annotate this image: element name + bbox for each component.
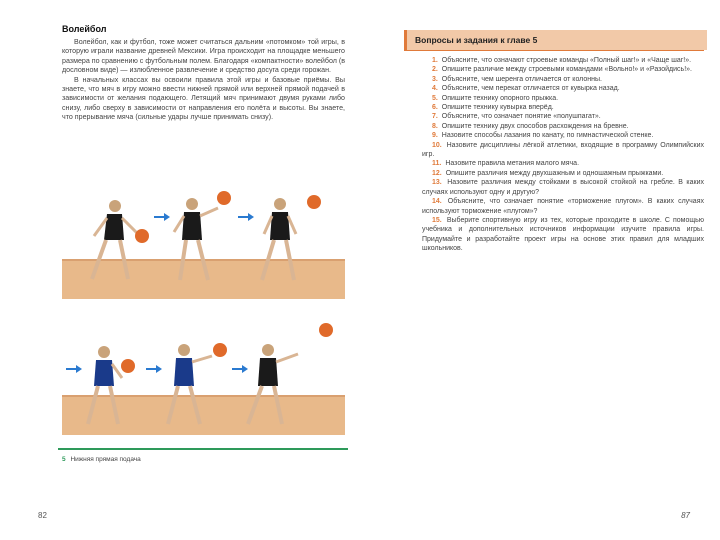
question-number: 10. (432, 141, 442, 149)
question-text: Опишите технику кувырка вперёд. (441, 104, 554, 112)
question-item (422, 56, 704, 65)
paragraph: Волейбол, как и футбол, тоже может считаться дальним «потомком» той игры, в которую играли название древней Мексики. Игра происходит на площадке меньшего размера по сравнению с футбольным полем. Благодаря «компактности» волейбол (в дословном виде) — излюбленное развлечение и средство досуга среди горожан. (62, 38, 345, 75)
question-text: Опишите технику опорного прыжка. (441, 94, 559, 102)
question-number: 15. (432, 216, 442, 224)
ball (213, 343, 227, 357)
question-text: Объясните, чем шеренга отличается от колонны. (441, 75, 602, 83)
question-item (422, 159, 704, 168)
question-text: Выберите спортивную игру из тех, которые проходите в школе. С помощью учебника и дополнительных источников информации изучите правила игры. Придумайте и разработайте проект игры на основе этих правил для младших школьников. (422, 216, 704, 253)
right-page (360, 0, 720, 540)
ball (319, 323, 333, 337)
question-number: 7. (432, 113, 438, 121)
section-body (62, 38, 345, 123)
question-number: 8. (432, 122, 438, 130)
caption-text: Нижняя прямая подача (70, 456, 141, 463)
question-number: 2. (432, 66, 438, 74)
question-item (422, 216, 704, 254)
question-number: 1. (432, 57, 438, 64)
question-text: Назовите различия между стойками в высокой стойкой на гребле. В каких случаях используют одну и другую? (422, 179, 704, 196)
question-item (422, 197, 704, 216)
question-number: 12. (432, 169, 442, 177)
question-item (422, 103, 704, 112)
question-number: 3. (432, 75, 438, 83)
question-item (422, 94, 704, 103)
question-text: Объясните, что означает понятие «полушпагат». (441, 113, 601, 121)
question-number: 5. (432, 94, 438, 102)
question-text: Опишите различие между строевыми командами «Вольно!» и «Разойдись!». (441, 66, 692, 74)
question-text: Объясните, что означает понятие «торможение плугом». В каких случаях используют торможение «плугом»? (422, 198, 704, 215)
question-number: 9. (432, 132, 438, 140)
question-item (422, 112, 704, 121)
questions-list (422, 56, 704, 254)
question-text: Опишите различия между двухшажным и одношажным прыжками. (445, 169, 664, 177)
question-number: 4. (432, 85, 438, 93)
question-item (422, 65, 704, 74)
page-number-left: 82 (38, 511, 47, 520)
ball (307, 195, 321, 209)
question-number: 14. (432, 198, 442, 206)
paragraph: В начальных классах вы освоили правила этой игры и базовые приёмы. Вы знаете, что мяч в игру можно ввести нижней прямой или верхней прямой подачей в зависимости от желания подающего. Летящий мяч принимают двумя руками либо снизу, либо сверху в зависимости от направления его полёта и высоты. Вы знаете, что прерывание мяча (сильные удары лучше принимать снизу). (62, 75, 345, 122)
caption-divider (58, 448, 348, 450)
questions-header (404, 30, 707, 50)
page-number-right: 87 (681, 511, 690, 520)
questions-title: Вопросы и задания к главе 5 (415, 35, 538, 45)
question-item (422, 75, 704, 84)
serve-sequence-photo-top (62, 184, 345, 299)
question-item (422, 84, 704, 93)
ball (217, 191, 231, 205)
question-item (422, 131, 704, 140)
question-item (422, 122, 704, 131)
caption-number: 5 (62, 456, 66, 463)
question-text: Назовите способы лазания по канату, по гимнастической стенке. (441, 132, 654, 140)
question-number: 13. (432, 179, 442, 187)
question-text: Назовите дисциплины лёгкой атлетики, входящие в программу Олимпийских игр. (422, 141, 704, 159)
ball (135, 229, 149, 243)
ball (121, 359, 135, 373)
question-item (422, 178, 704, 197)
question-number: 11. (432, 160, 442, 168)
question-text: Опишите технику двух способов расхождения на бревне. (441, 122, 629, 130)
section-title: Волейбол (62, 24, 107, 34)
serve-sequence-photo-bottom (62, 320, 345, 435)
question-item (422, 141, 704, 160)
figure-caption (62, 456, 141, 463)
question-text: Объясните, что означают строевые команды «Полный шаг!» и «Чаще шаг!». (441, 57, 692, 64)
question-text: Назовите правила метания малого мяча. (445, 160, 580, 168)
question-number: 6. (432, 104, 438, 112)
header-underline (404, 50, 704, 51)
question-item (422, 169, 704, 178)
question-text: Объясните, чем перекат отличается от кувырка назад. (441, 85, 620, 93)
